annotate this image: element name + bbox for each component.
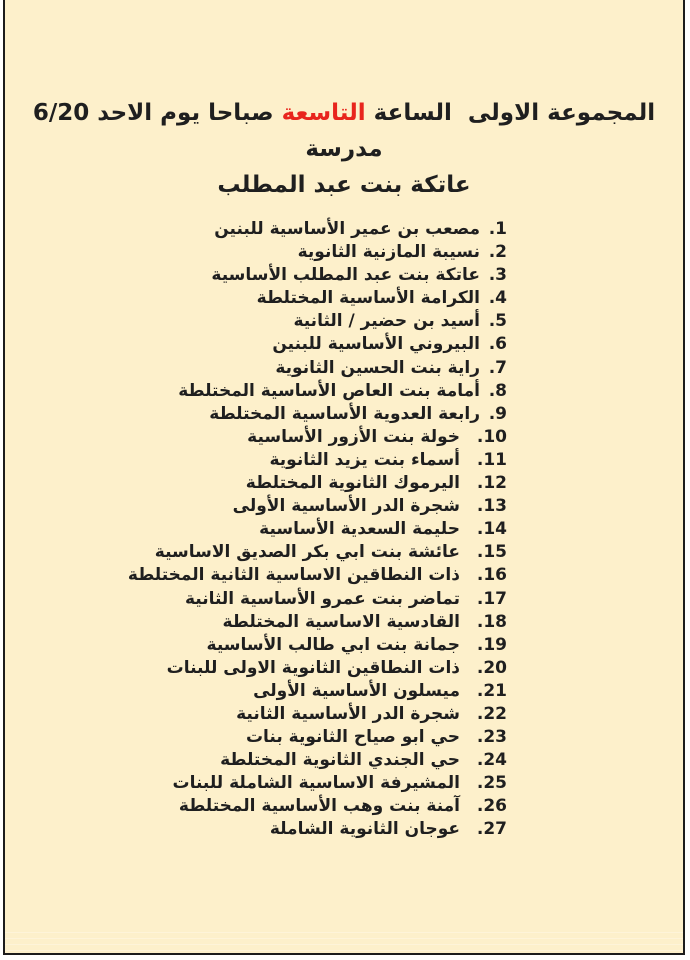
list-item-number: 12. <box>476 473 507 494</box>
list-item-number: 24. <box>476 750 507 771</box>
list-item-number: 17. <box>476 588 507 609</box>
list-item-number: 11. <box>476 449 507 470</box>
list-item <box>5 218 507 241</box>
list-item-number: 2. <box>488 242 507 263</box>
list-item-number: 21. <box>476 680 507 701</box>
list-item <box>5 495 507 518</box>
list-item <box>5 772 507 795</box>
list-item <box>5 726 507 749</box>
list-item-name: الكرامة الأساسية المختلطة <box>256 288 480 309</box>
list-item-name: عائشة بنت ابي بكر الصديق الاساسية <box>154 542 460 563</box>
list-item <box>5 818 507 841</box>
list-item-number: 1. <box>488 219 507 239</box>
list-item <box>5 564 507 587</box>
list-item <box>5 333 507 356</box>
list-item-number: 3. <box>488 265 507 286</box>
list-item-number: 16. <box>476 565 507 586</box>
list-item <box>5 449 507 472</box>
list-item-name: راية بنت الحسين الثانوية <box>275 357 480 378</box>
list-item-number: 10. <box>476 426 507 447</box>
list-item-number: 25. <box>476 773 507 794</box>
list-item <box>5 287 507 310</box>
list-item-number: 18. <box>476 611 507 632</box>
title-highlight-word: التاسعة <box>281 100 366 126</box>
title-line-2: عاتكة بنت عبد المطلب <box>217 172 471 198</box>
list-item <box>5 264 507 287</box>
list-item-name: ذات النطاقين الثانوية الاولى للبنات <box>166 657 460 678</box>
list-item-number: 8. <box>488 380 507 401</box>
list-item-name: ذات النطاقين الاساسية الثانية المختلطة <box>127 565 460 586</box>
list-item-name: حليمة السعدية الأساسية <box>259 519 460 540</box>
list-item <box>5 426 507 449</box>
list-item <box>5 380 507 403</box>
list-item-name: عوجان الثانوية الشاملة <box>269 819 460 840</box>
list-item-number: 22. <box>476 703 507 724</box>
list-item <box>5 703 507 726</box>
page-title <box>5 95 683 203</box>
list-item-name: شجرة الدر الأساسية الأولى <box>232 496 460 517</box>
list-item-name: القادسية الاساسية المختلطة <box>222 611 460 632</box>
list-item-name: نسيبة المازنية الثانوية <box>297 242 480 263</box>
list-item <box>5 472 507 495</box>
list-item <box>5 357 507 380</box>
list-item-number: 14. <box>476 519 507 540</box>
list-item-name: البيروني الأساسية للبنين <box>272 334 480 355</box>
list-item <box>5 657 507 680</box>
list-item-number: 23. <box>476 727 507 748</box>
list-item-name: أسيد بن حضير / الثانية <box>293 311 480 332</box>
list-item-number: 7. <box>488 357 507 378</box>
title-line-1 <box>5 95 683 167</box>
school-list <box>5 218 683 842</box>
list-item <box>5 241 507 264</box>
list-item-name: رابعة العدوية الأساسية المختلطة <box>209 403 480 424</box>
list-item-number: 9. <box>488 403 507 424</box>
list-item-number: 20. <box>476 657 507 678</box>
list-item-number: 15. <box>476 542 507 563</box>
title-text-prefix: المجموعة الاولى الساعة <box>365 100 656 126</box>
list-item-number: 4. <box>488 288 507 309</box>
list-item-name: عاتكة بنت عبد المطلب الأساسية <box>211 265 480 286</box>
list-item-number: 13. <box>476 496 507 517</box>
document-page <box>3 0 685 955</box>
list-item <box>5 749 507 772</box>
list-item <box>5 518 507 541</box>
list-item-number: 19. <box>476 634 507 655</box>
list-item-name: اليرموك الثانوية المختلطة <box>245 473 460 494</box>
list-item <box>5 403 507 426</box>
list-item <box>5 795 507 818</box>
list-item-name: آمنة بنت وهب الأساسية المختلطة <box>178 796 460 817</box>
list-item <box>5 310 507 333</box>
list-item <box>5 541 507 564</box>
list-item-name: حي ابو صياح الثانوية بنات <box>245 727 460 748</box>
list-item-name: خولة بنت الأزور الأساسية <box>247 426 460 447</box>
scan-artifact-lines <box>5 929 683 951</box>
list-item-name: أسماء بنت يزيد الثانوية <box>269 449 460 470</box>
list-item-name: مصعب بن عمير الأساسية للبنين <box>214 219 480 239</box>
list-item-number: 6. <box>488 334 507 355</box>
list-item-number: 26. <box>476 796 507 817</box>
list-item-name: أمامة بنت العاص الأساسية المختلطة <box>178 380 480 401</box>
list-item-name: المشيرفة الاساسية الشاملة للبنات <box>172 773 460 794</box>
list-item-name: جمانة بنت ابي طالب الأساسية <box>206 634 460 655</box>
list-item-number: 5. <box>488 311 507 332</box>
list-item <box>5 680 507 703</box>
list-item-name: تماضر بنت عمرو الأساسية الثانية <box>184 588 460 609</box>
list-item-number: 27. <box>476 819 507 840</box>
list-item <box>5 611 507 634</box>
list-item <box>5 634 507 657</box>
list-item-name: حي الجندي الثانوية المختلطة <box>220 750 460 771</box>
list-item-name: شجرة الدر الأساسية الثانية <box>236 703 460 724</box>
list-item-name: ميسلون الأساسية الأولى <box>253 680 460 701</box>
list-item <box>5 588 507 611</box>
title-text-suffix: صباحا يوم الاحد 6/20 مدرسة <box>24 100 383 162</box>
